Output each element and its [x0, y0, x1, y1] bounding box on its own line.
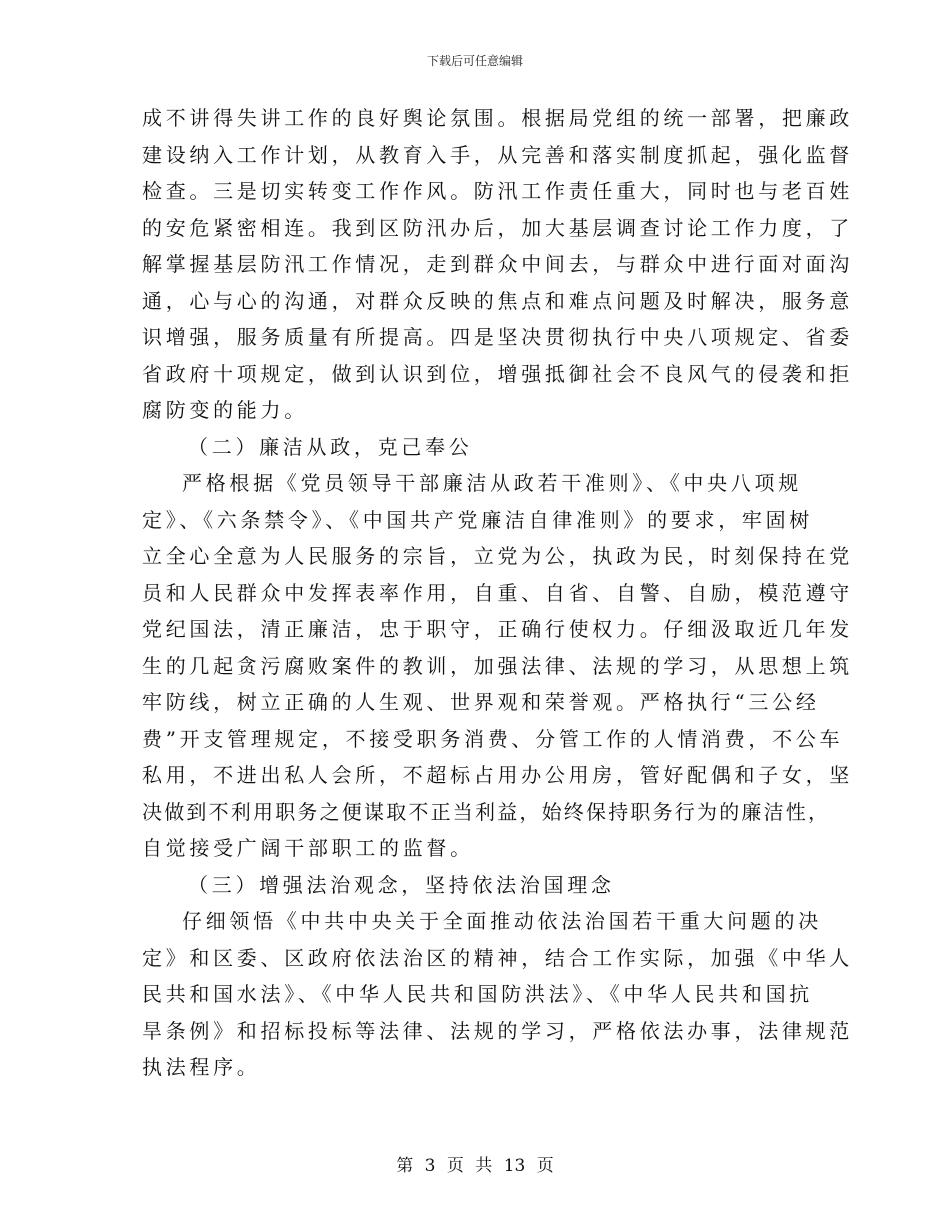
text-line: 仔细领悟《中共中央关于全面推动依法治国若干重大问题的决	[182, 909, 822, 933]
text-line: 牢防线，树立正确的人生观、世界观和荣誉观。严格执行“三公经	[142, 690, 820, 714]
text-line: 识增强，服务质量有所提高。四是坚决贯彻执行中央八项规定、省委	[142, 325, 853, 349]
text-line: 建设纳入工作计划，从教育入手，从完善和落实制度抓起，强化监督	[142, 142, 853, 167]
text-line: 执法程序。	[142, 1055, 261, 1079]
text-line: 省政府十项规定，做到认识到位，增强抵御社会不良风气的侵袭和拒	[142, 361, 853, 386]
text-line: 决做到不利用职务之便谋取不正当利益，始终保持职务行为的廉洁性，	[142, 799, 831, 824]
text-line: 解掌握基层防汛工作情况，走到群众中间去，与群众中进行面对面沟	[142, 252, 853, 276]
text-line: 立全心全意为人民服务的宗旨，立党为公，执政为民，时刻保持在党	[142, 544, 853, 568]
text-line: 员和人民群众中发挥表率作用，自重、自省、自警、自励，模范遵守	[142, 580, 853, 605]
text-line: 私用，不进出私人会所，不超标占用办公用房，管好配偶和子女，坚	[142, 763, 853, 787]
section-heading: （三）增强法治观念，坚持依法治国理念	[188, 872, 615, 897]
text-line: 定》、《六条禁令》、《中国共产党廉洁自律准则》的要求，牢固树	[142, 507, 813, 532]
text-line: 旱条例》和招标投标等法律、法规的学习，严格依法办事，法律规范	[142, 1018, 853, 1043]
text-line: 的安危紧密相连。我到区防汛办后，加大基层调查讨论工作力度，了	[142, 215, 853, 240]
text-line: 成不讲得失讲工作的良好舆论氛围。根据局党组的统一部署，把廉政	[142, 106, 853, 130]
section-heading: （二）廉洁从政，克己奉公	[188, 434, 473, 459]
text-line: 自觉接受广阔干部职工的监督。	[142, 836, 474, 860]
text-line: 检查。三是切实转变工作作风。防汛工作责任重大，同时也与老百姓	[142, 179, 853, 203]
text-line: 党纪国法，清正廉洁，忠于职守，正确行使权力。仔细汲取近几年发	[142, 617, 853, 641]
text-line: 费”开支管理规定，不接受职务消费、分管工作的人情消费，不公车	[142, 726, 844, 751]
body-text	[142, 100, 853, 1086]
text-line: 严格根据《党员领导干部廉洁从政若干准则》、《中央八项规	[182, 471, 802, 495]
page-number: 第 3 页 共 13 页	[396, 1156, 554, 1176]
text-line: 生的几起贪污腐败案件的教训，加强法律、法规的学习，从思想上筑	[142, 653, 853, 678]
text-line: 定》和区委、区政府依法治区的精神，结合工作实际，加强《中华人	[142, 945, 853, 970]
page-header: 下载后可任意编辑	[426, 54, 523, 68]
text-line: 腐防变的能力。	[142, 398, 308, 422]
text-line: 通，心与心的沟通，对群众反映的焦点和难点问题及时解决，服务意	[142, 288, 853, 313]
text-line: 民共和国水法》、《中华人民共和国防洪法》、《中华人民共和国抗	[142, 982, 813, 1006]
